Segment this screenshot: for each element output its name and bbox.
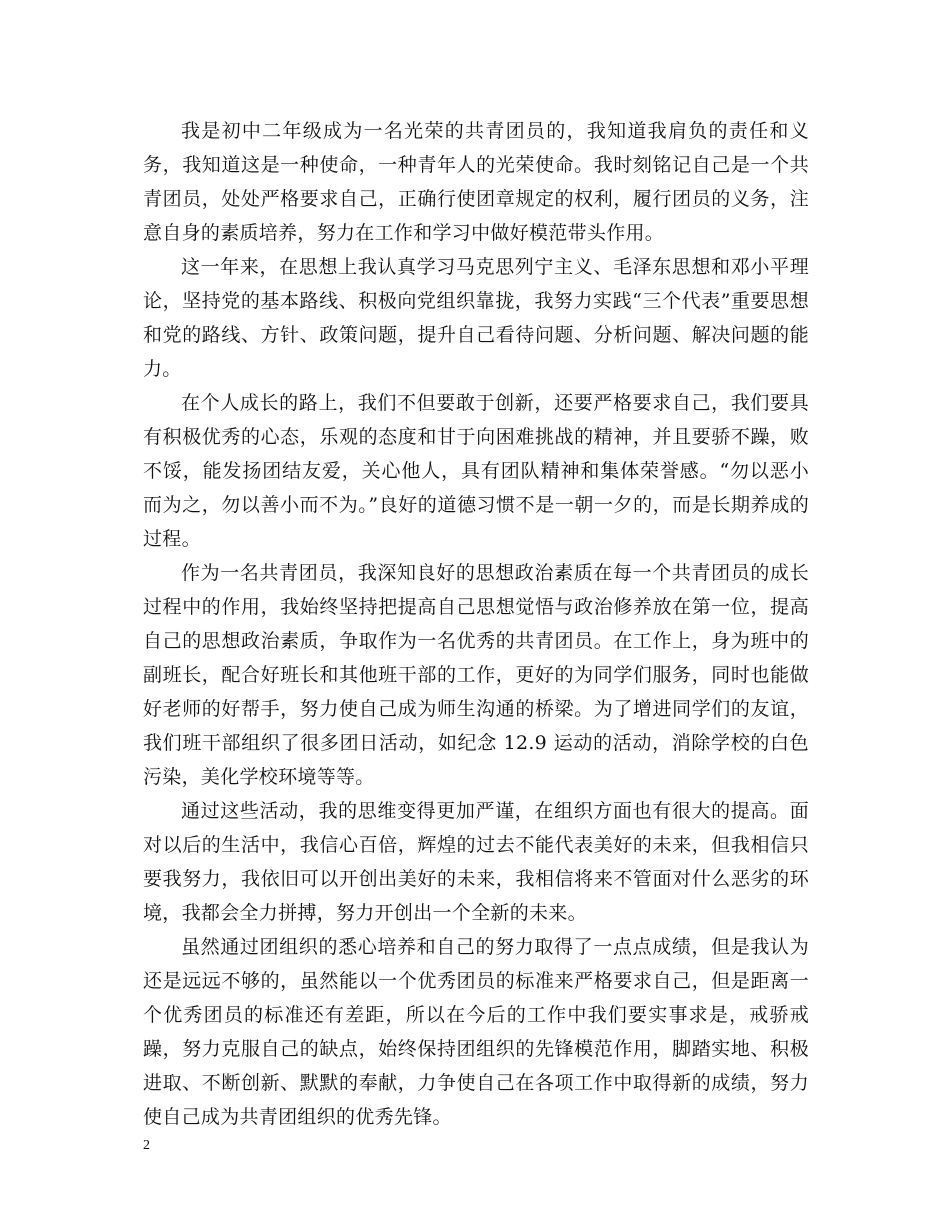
paragraph-3: 在个人成长的路上，我们不但要敢于创新，还要严格要求自己，我们要具有积极优秀的心态，乐观的态度和甘于向困难挑战的精神，并且要骄不躁，败不馁，能发扬团结友爱，关心他人，具有团队精神和集体荣誉感。“勿以恶小而为之，勿以善小而不为。”良好的道德习惯不是一朝一夕的，而是长期养成的过程。 <box>143 392 809 550</box>
paragraph-1: 我是初中二年级成为一名光荣的共青团员的，我知道我肩负的责任和义务，我知道这是一种使命，一种青年人的光荣使命。我时刻铭记自己是一个共青团员，处处严格要求自己，正确行使团章规定的权利，履行团员的义务，注意自身的素质培养，努力在工作和学习中做好模范带头作用。 <box>143 120 809 244</box>
paragraph-4: 作为一名共青团员，我深知良好的思想政治素质在每一个共青团员的成长过程中的作用，我始终坚持把提高自己思想觉悟与政治修养放在第一位，提高自己的思想政治素质，争取作为一名优秀的共青团员。在工作上，身为班中的副班长，配合好班长和其他班干部的工作，更好的为同学们服务，同时也能做好老师的好帮手，努力使自己成为师生沟通的桥梁。为了增进同学们的友谊，我们班干部组织了很多团日活动，如纪念 12.9 运动的活动，消除学校的白色污染，美化学校环境等等。 <box>143 562 809 788</box>
paragraph-6: 虽然通过团组织的悉心培养和自己的努力取得了一点点成绩，但是我认为还是远远不够的，虽然能以一个优秀团员的标准来严格要求自己，但是距离一个优秀团员的标准还有差距，所以在今后的工作中我们要实事求是，戒骄戒躁，努力克服自己的缺点，始终保持团组织的先锋模范作用，脚踏实地、积极进取、不断创新、默默的奉献，力争使自己在各项工作中取得新的成绩，努力使自己成为共青团组织的优秀先锋。 <box>143 936 809 1128</box>
paragraph-2: 这一年来，在思想上我认真学习马克思列宁主义、毛泽东思想和邓小平理论，坚持党的基本路线、积极向党组织靠拢，我努力实践“三个代表”重要思想和党的路线、方针、政策问题，提升自己看待问题、分析问题、解决问题的能力。 <box>143 256 809 380</box>
paragraph-5: 通过这些活动，我的思维变得更加严谨，在组织方面也有很大的提高。面对以后的生活中，我信心百倍，辉煌的过去不能代表美好的未来，但我相信只要我努力，我依旧可以开创出美好的未来，我相信将来不管面对什么恶劣的环境，我都会全力拼搏，努力开创出一个全新的未来。 <box>143 800 809 924</box>
document-body <box>143 114 809 1134</box>
page-number: 2 <box>143 1138 150 1153</box>
